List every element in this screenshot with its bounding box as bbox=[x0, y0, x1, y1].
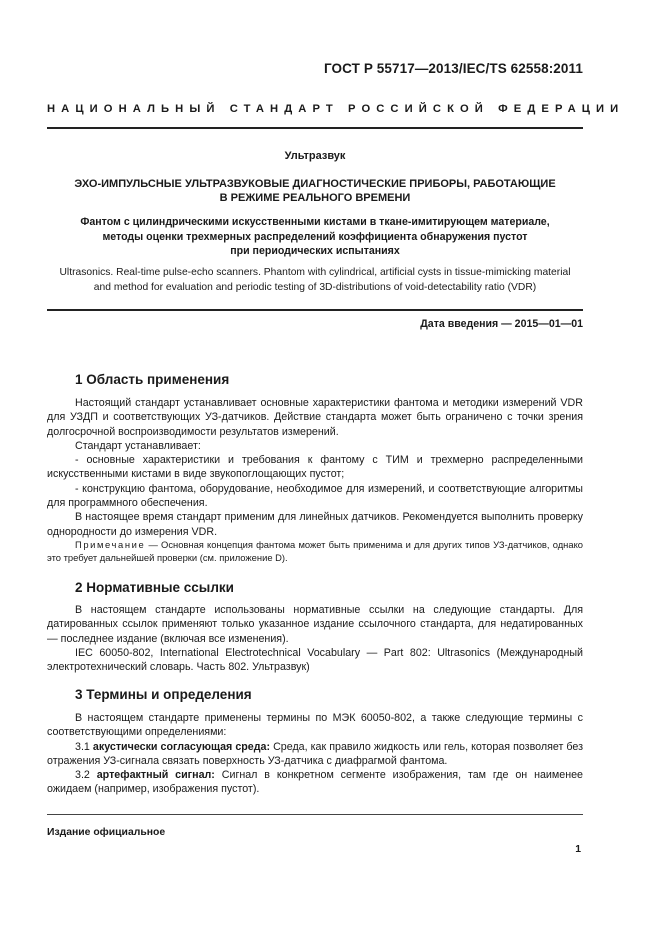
subject-title: Ультразвук bbox=[284, 150, 346, 162]
document-subtitle bbox=[47, 215, 583, 259]
term: акустически согласующая среда: bbox=[92, 740, 271, 753]
paragraph: Настоящий стандарт устанавливает основные характеристики фантома и методики измерений VDR для УЗДП и соответствующих УЗ-датчиков. Действие стандарта может быть ограничено с точки зрения долгосрочной воспроизводимости результатов измерений. bbox=[47, 397, 583, 438]
note bbox=[47, 538, 583, 564]
section-1-body bbox=[47, 396, 583, 539]
term-number: 3.2 bbox=[75, 769, 97, 782]
subtitle-line: методы оценки трехмерных распределений коэффициента обнаружения пустот bbox=[102, 230, 528, 243]
english-title-line: and method for evaluation and periodic testing of 3D-distributions of void-detectability ratio (VDR) bbox=[93, 281, 537, 293]
definition: Сигнал в конкретном сегменте изображения, там где он наименее ожидаем (например, изображения пустот). bbox=[47, 769, 583, 796]
term-definition bbox=[47, 740, 583, 769]
document-title bbox=[47, 177, 583, 205]
paragraph: В настоящем стандарте применены термины по МЭК 60050-802, а также следующие термины с соответствующими определениями: bbox=[47, 712, 583, 739]
english-title-line: Ultrasonics. Real-time pulse-echo scanners. Phantom with cylindrical, artificial cysts in tissue-mimicking material bbox=[59, 267, 571, 278]
title-line: ЭХО-ИМПУЛЬСНЫЕ УЛЬТРАЗВУКОВЫЕ ДИАГНОСТИЧЕСКИЕ ПРИБОРЫ, РАБОТАЮЩИЕ bbox=[74, 178, 556, 190]
term: артефактный сигнал: bbox=[96, 769, 215, 782]
note-text: — Основная концепция фантома может быть применима и для других типов УЗ-датчиков, однако это требует дальнейшей проверки (см. приложение D). bbox=[47, 539, 583, 563]
subtitle-line: при периодических испытаниях bbox=[230, 245, 400, 257]
term-definition bbox=[47, 768, 583, 797]
section-1-heading: 1 Область применения bbox=[75, 372, 230, 387]
section-2-heading: 2 Нормативные ссылки bbox=[75, 580, 234, 595]
introduction-date: Дата введения — 2015—01—01 bbox=[420, 318, 583, 330]
paragraph: IEC 60050-802, International Electrotechnical Vocabulary — Part 802: Ultrasonics (Международный электротехнический словарь. Часть 802. Ультразвук) bbox=[47, 646, 583, 674]
paragraph: В настоящем стандарте использованы нормативные ссылки на следующие стандарты. Для датированных ссылок применяют только указанное издание ссылочного стандарта, для недатированных — последнее издание (включая все изменения). bbox=[47, 604, 583, 645]
edition-label: Издание официальное bbox=[47, 827, 166, 838]
page-number: 1 bbox=[575, 844, 581, 855]
section-3-body bbox=[47, 711, 583, 797]
title-line: В РЕЖИМЕ РЕАЛЬНОГО ВРЕМЕНИ bbox=[219, 192, 411, 204]
national-standard-heading: НАЦИОНАЛЬНЫЙ СТАНДАРТ РОССИЙСКОЙ ФЕДЕРАЦИИ bbox=[47, 103, 625, 115]
section-2-body bbox=[47, 603, 583, 674]
subtitle-line: Фантом с цилиндрическими искусственными кистами в ткане-имитирующем материале, bbox=[80, 216, 550, 228]
paragraph: Стандарт устанавливает: bbox=[75, 439, 201, 452]
list-item: - основные характеристики и требования к фантому с ТИМ и трехмерно распределенными искусственными кистами в виде звукопоглощающих пустот; bbox=[47, 454, 583, 481]
english-title bbox=[47, 266, 583, 295]
middle-divider bbox=[47, 309, 583, 311]
section-3-heading: 3 Термины и определения bbox=[75, 687, 252, 702]
footer-divider bbox=[47, 814, 583, 815]
standard-code: ГОСТ Р 55717—2013/IEC/TS 62558:2011 bbox=[323, 61, 583, 76]
definition: Среда, как правило жидкость или гель, которая позволяет без отражения УЗ-сигнала связать поверхность УЗ-датчика с диафрагмой фантома. bbox=[47, 740, 584, 767]
top-divider bbox=[47, 127, 583, 129]
note-label: Примечание bbox=[75, 539, 146, 550]
list-item: - конструкцию фантома, оборудование, необходимое для измерений, и соответствующие алгоритмы для программного обеспечения. bbox=[47, 482, 583, 510]
paragraph: В настоящее время стандарт применим для линейных датчиков. Рекомендуется выполнить проверку однородности до измерения VDR. bbox=[47, 511, 583, 538]
term-number: 3.1 bbox=[75, 740, 93, 753]
